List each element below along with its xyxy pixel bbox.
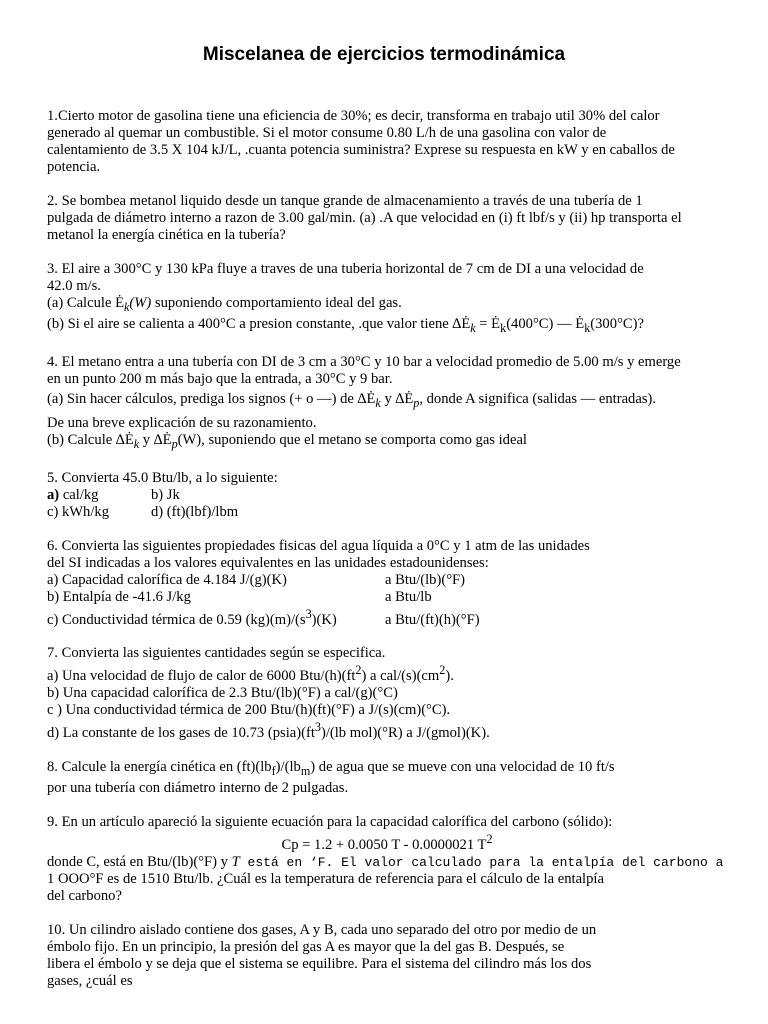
option-a <box>47 487 151 504</box>
exercise-6 <box>47 538 727 629</box>
text-run: d) La constante de los gases de 10.73 (psia)(ft <box>47 725 315 742</box>
text-run: )/(lb <box>275 759 301 776</box>
text-line: 2. Se bombea metanol liquido desde un tanque grande de almacenamiento a través de una tubería de 1 <box>47 193 643 209</box>
text-run: (W) <box>129 295 152 311</box>
text-line: del SI indicadas a los valores equivalentes en las unidades estadounidenses: <box>47 554 489 571</box>
exercise-4 <box>47 354 727 453</box>
text-run: (W), suponiendo que el metano se comporta como gas ideal <box>177 431 527 448</box>
exercise-3 <box>47 261 727 337</box>
subscript: k <box>584 320 591 335</box>
exercise-7 <box>47 645 727 742</box>
text-run: )(K) <box>311 611 337 628</box>
text-run: (400°C) — Ė <box>506 315 585 332</box>
text-run: a) Una velocidad de flujo de calor de 6000 Btu/(h)(ft <box>47 668 356 685</box>
target-unit: a Btu/(ft)(h)(°F) <box>385 611 480 628</box>
exercise-1 <box>47 108 727 176</box>
subscript: k <box>375 395 381 410</box>
text-line <box>47 589 727 606</box>
text-line: 5. Convierta 45.0 Btu/lb, a lo siguiente: <box>47 469 278 486</box>
text-line: 42.0 m/s. <box>47 278 101 294</box>
text-line: 10. Un cilindro aislado contiene dos gases, A y B, cada uno separado del otro por medio de un <box>47 921 597 938</box>
text-run: ) de agua que se mueve con una velocidad de 10 ft/s <box>310 759 615 776</box>
text-line: por una tubería con diámetro interno de 2 pulgadas. <box>47 780 349 797</box>
document-body <box>47 108 727 1007</box>
text-run: c) Conductividad térmica de 0.59 (kg)(m)/(s <box>47 611 306 628</box>
superscript: 3 <box>305 606 312 621</box>
text-line: 1.Cierto motor de gasolina tiene una eficiencia de 30%; es decir, transforma en trabajo util 30% del calor <box>47 108 660 124</box>
superscript: 2 <box>486 832 493 847</box>
text-line: 3. El aire a 300°C y 130 kPa fluye a traves de una tuberia horizontal de 7 cm de DI a una velocidad de <box>47 261 644 277</box>
text-run: ). <box>445 668 454 685</box>
text-line <box>47 606 727 629</box>
text-run: )/(lb mol)(°R) a J/(gmol)(K). <box>320 725 490 742</box>
text-run: donde C, está en Btu/(lb)(°F) y <box>47 853 232 870</box>
option-b: b) Jk <box>151 486 180 503</box>
subscript: p <box>171 436 178 451</box>
text-line: 4. El metano entra a una tubería con DI de 3 cm a 30°C y 10 bar a velocidad promedio de 5.00 m/s y emerge <box>47 353 681 370</box>
subscript: m <box>300 764 311 779</box>
subscript: k <box>133 436 140 451</box>
target-unit: a Btu/(lb)(°F) <box>385 571 466 588</box>
text-line <box>47 759 727 780</box>
text-line <box>47 432 727 453</box>
text-line <box>47 662 727 685</box>
text-line: potencia. <box>47 159 101 175</box>
text-line: c ) Una conductividad térmica de 200 Btu/(h)(ft)(°F) a J/(s)(cm)(°C). <box>47 702 451 719</box>
text-run: 8. Calcule la energía cinética en (ft)(lb <box>47 759 272 776</box>
text-run: y ∆Ė <box>139 431 172 448</box>
superscript: 2 <box>355 663 362 678</box>
text-run: Cp = 1.2 + 0.0050 T - 0.0000021 T <box>281 836 487 853</box>
text-run: = Ė <box>475 315 501 332</box>
subscript: k <box>123 299 130 314</box>
text-line: gases, ¿cuál es <box>47 972 133 989</box>
text-run: y ∆Ė <box>380 390 414 407</box>
text-run: T <box>231 853 240 870</box>
property-text: a) Capacidad calorífica de 4.184 J/(g)(K) <box>47 571 287 588</box>
text-line: 9. En un artículo apareció la siguiente ecuación para la capacidad calorífica del carbono (sólido): <box>47 814 613 831</box>
text-line: del carbono? <box>47 887 122 904</box>
page-title: Miscelanea de ejercicios termodinámica <box>202 44 566 65</box>
text-line: 6. Convierta las siguientes propiedades fisicas del agua líquida a 0°C y 1 atm de las unidades <box>47 537 590 554</box>
equation <box>47 831 727 854</box>
text-line: émbolo fijo. En un principio, la presión del gas A es mayor que la del gas B. Después, se <box>47 938 565 955</box>
exercise-10 <box>47 922 727 990</box>
text-run: (b) Si el aire se calienta a 400°C a presion constante, .que valor tiene ∆Ė <box>47 315 471 332</box>
property-text: b) Entalpía de -41.6 J/kg <box>47 588 191 605</box>
text-line: en un punto 200 m más bajo que la entrada, a 30°C y 9 bar. <box>47 370 393 387</box>
text-run: (a) Sin hacer cálculos, prediga los signos (+ o —) de ∆Ė <box>47 390 376 407</box>
text-run: está en ‘F. El valor calculado para la entalpía del carbono a <box>239 854 724 870</box>
option-text: cal/kg <box>59 486 99 503</box>
exercise-9 <box>47 814 727 905</box>
exercise-5 <box>47 470 727 521</box>
text-line: metanol la energía cinética en la tubería? <box>47 227 286 243</box>
subscript: k <box>470 320 476 335</box>
subscript: f <box>271 764 276 779</box>
text-line: generado al quemar un combustible. Si el motor consume 0.80 L/h de una gasolina con valor de <box>47 125 607 141</box>
superscript: 3 <box>314 720 321 735</box>
exercise-2 <box>47 193 727 244</box>
subscript: p <box>413 395 420 410</box>
text-line: pulgada de diámetro interno a razon de 3.00 gal/min. (a) .A que velocidad en (i) ft lbf/s y (ii) hp transporta el <box>47 210 682 226</box>
text-line: calentamiento de 3.5 X 104 kJ/L, .cuanta potencia suministra? Exprese su respuesta en kW y en caballos de <box>47 142 675 158</box>
text-run: ) a cal/(s)(cm <box>361 668 440 685</box>
text-line <box>47 487 727 504</box>
target-unit: a Btu/lb <box>385 588 432 605</box>
text-line <box>47 504 727 521</box>
text-line: 7. Convierta las siguientes cantidades según se especifica. <box>47 645 386 662</box>
text-line <box>47 719 727 742</box>
text-line <box>47 572 727 589</box>
text-line: libera el émbolo y se deja que el sistema se equilibre. Para el sistema del cilindro más los dos <box>47 955 592 972</box>
option-c: c) kWh/kg <box>47 503 110 520</box>
subscript: k <box>500 320 507 335</box>
text-run: suponiendo comportamiento ideal del gas. <box>151 295 402 311</box>
text-line: De una breve explicación de su razonamiento. <box>47 414 317 431</box>
option-label: a) <box>47 486 60 503</box>
text-line: b) Una capacidad calorífica de 2.3 Btu/(lb)(°F) a cal/(g)(°C) <box>47 685 398 702</box>
text-line <box>47 316 727 337</box>
text-run: , donde A significa (salidas — entradas). <box>419 390 657 407</box>
property-text <box>47 606 385 629</box>
text-line <box>47 854 727 871</box>
option-d: d) (ft)(lbf)/lbm <box>151 503 239 520</box>
text-line: 1 OOO°F es de 1510 Btu/lb. ¿Cuál es la temperatura de referencia para el cálculo de la entalpía <box>47 870 604 887</box>
text-run: (b) Calcule ∆Ė <box>47 431 134 448</box>
text-run: (a) Calcule Ė <box>47 295 124 311</box>
superscript: 2 <box>439 663 446 678</box>
exercise-8 <box>47 759 727 797</box>
text-line <box>47 391 727 412</box>
text-line <box>47 295 727 316</box>
text-run: (300°C)? <box>590 315 644 332</box>
